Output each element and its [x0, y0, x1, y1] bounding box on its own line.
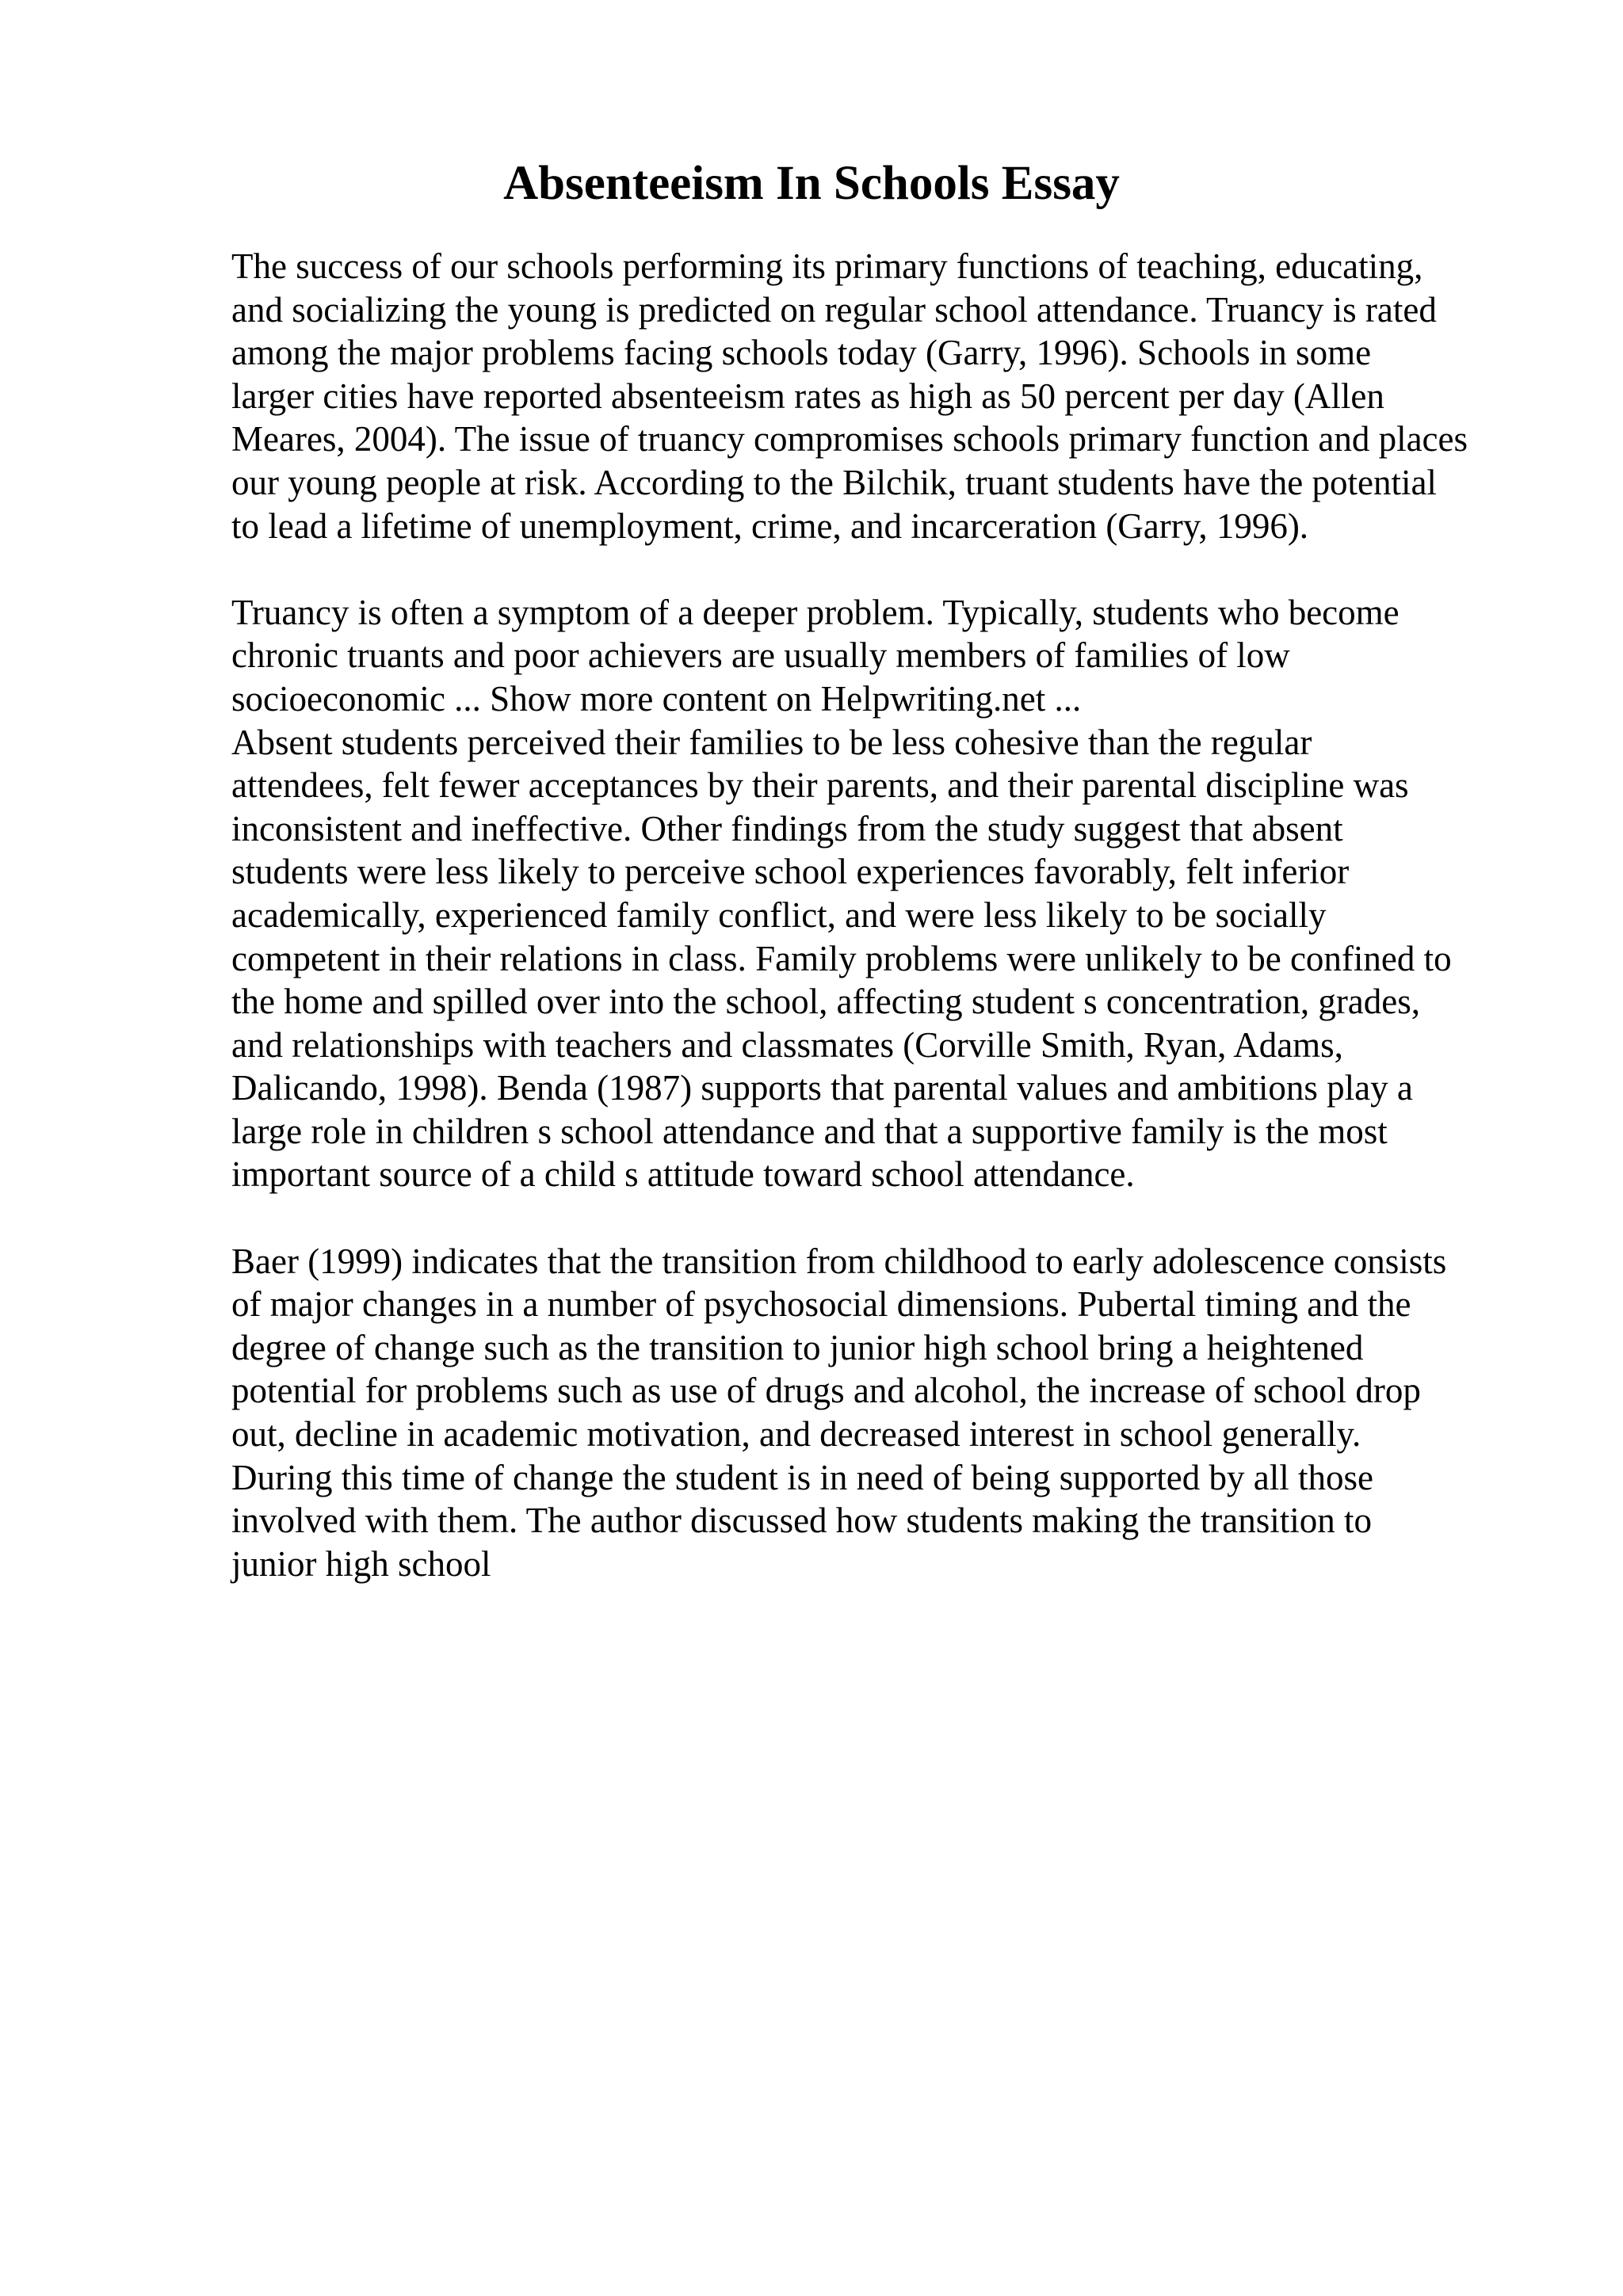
- text-line: the home and spilled over into the school, affecting student s concentration, grades,: [231, 982, 1421, 1022]
- text-line: our young people at risk. According to the Bilchik, truant students have the potential: [231, 462, 1437, 502]
- text-line: among the major problems facing schools today (Garry, 1996). Schools in some: [231, 333, 1372, 373]
- text-line: to lead a lifetime of unemployment, crime, and incarceration (Garry, 1996).: [231, 505, 1309, 546]
- text-line: potential for problems such as use of drugs and alcohol, the increase of school drop: [231, 1371, 1421, 1411]
- text-line: The success of our schools performing its primary functions of teaching, educating,: [231, 246, 1423, 286]
- document-body: [231, 245, 1531, 1585]
- text-line: junior high school: [231, 1543, 491, 1584]
- text-line: degree of change such as the transition to junior high school bring a heightened: [231, 1327, 1364, 1367]
- text-line: academically, experienced family conflict, and were less likely to be socially: [231, 894, 1327, 935]
- document-title: Absenteeism In Schools Essay: [503, 157, 1120, 210]
- text-line: and socializing the young is predicted on regular school attendance. Truancy is rated: [231, 289, 1437, 330]
- text-line: competent in their relations in class. Family problems were unlikely to be confined to: [231, 938, 1452, 978]
- text-line: important source of a child s attitude toward school attendance.: [231, 1154, 1135, 1195]
- text-line: Meares, 2004). The issue of truancy compromises schools primary function and places: [231, 419, 1468, 460]
- paragraph-spacer: [231, 1196, 1531, 1240]
- paragraph-spacer: [231, 547, 1531, 591]
- text-line: socioeconomic ... Show more content on Helpwriting.net ...: [231, 678, 1082, 719]
- text-line: attendees, felt fewer acceptances by their parents, and their parental discipline was: [231, 765, 1409, 806]
- text-line: of major changes in a number of psychosocial dimensions. Pubertal timing and the: [231, 1284, 1411, 1325]
- text-line: involved with them. The author discussed how students making the transition to: [231, 1501, 1372, 1541]
- text-line: Baer (1999) indicates that the transition from childhood to early adolescence consists: [231, 1241, 1447, 1281]
- paragraph-3: [231, 1240, 1531, 1586]
- text-line: Absent students perceived their families to be less cohesive than the regular: [231, 722, 1312, 762]
- text-line: Dalicando, 1998). Benda (1987) supports that parental values and ambitions play a: [231, 1068, 1413, 1108]
- paragraph-1: [231, 245, 1531, 547]
- paragraph-2: [231, 591, 1531, 1196]
- text-line: Truancy is often a symptom of a deeper problem. Typically, students who become: [231, 592, 1400, 632]
- text-line: During this time of change the student is in need of being supported by all those: [231, 1457, 1373, 1497]
- text-line: inconsistent and ineffective. Other findings from the study suggest that absent: [231, 808, 1343, 849]
- text-line: larger cities have reported absenteeism rates as high as 50 percent per day (Allen: [231, 376, 1384, 416]
- text-line: large role in children s school attendance and that a supportive family is the most: [231, 1111, 1388, 1151]
- text-line: students were less likely to perceive school experiences favorably, felt inferior: [231, 852, 1350, 892]
- text-line: out, decline in academic motivation, and decreased interest in school generally.: [231, 1414, 1361, 1455]
- text-line: chronic truants and poor achievers are usually members of families of low: [231, 635, 1290, 676]
- text-line: and relationships with teachers and classmates (Corville Smith, Ryan, Adams,: [231, 1024, 1343, 1065]
